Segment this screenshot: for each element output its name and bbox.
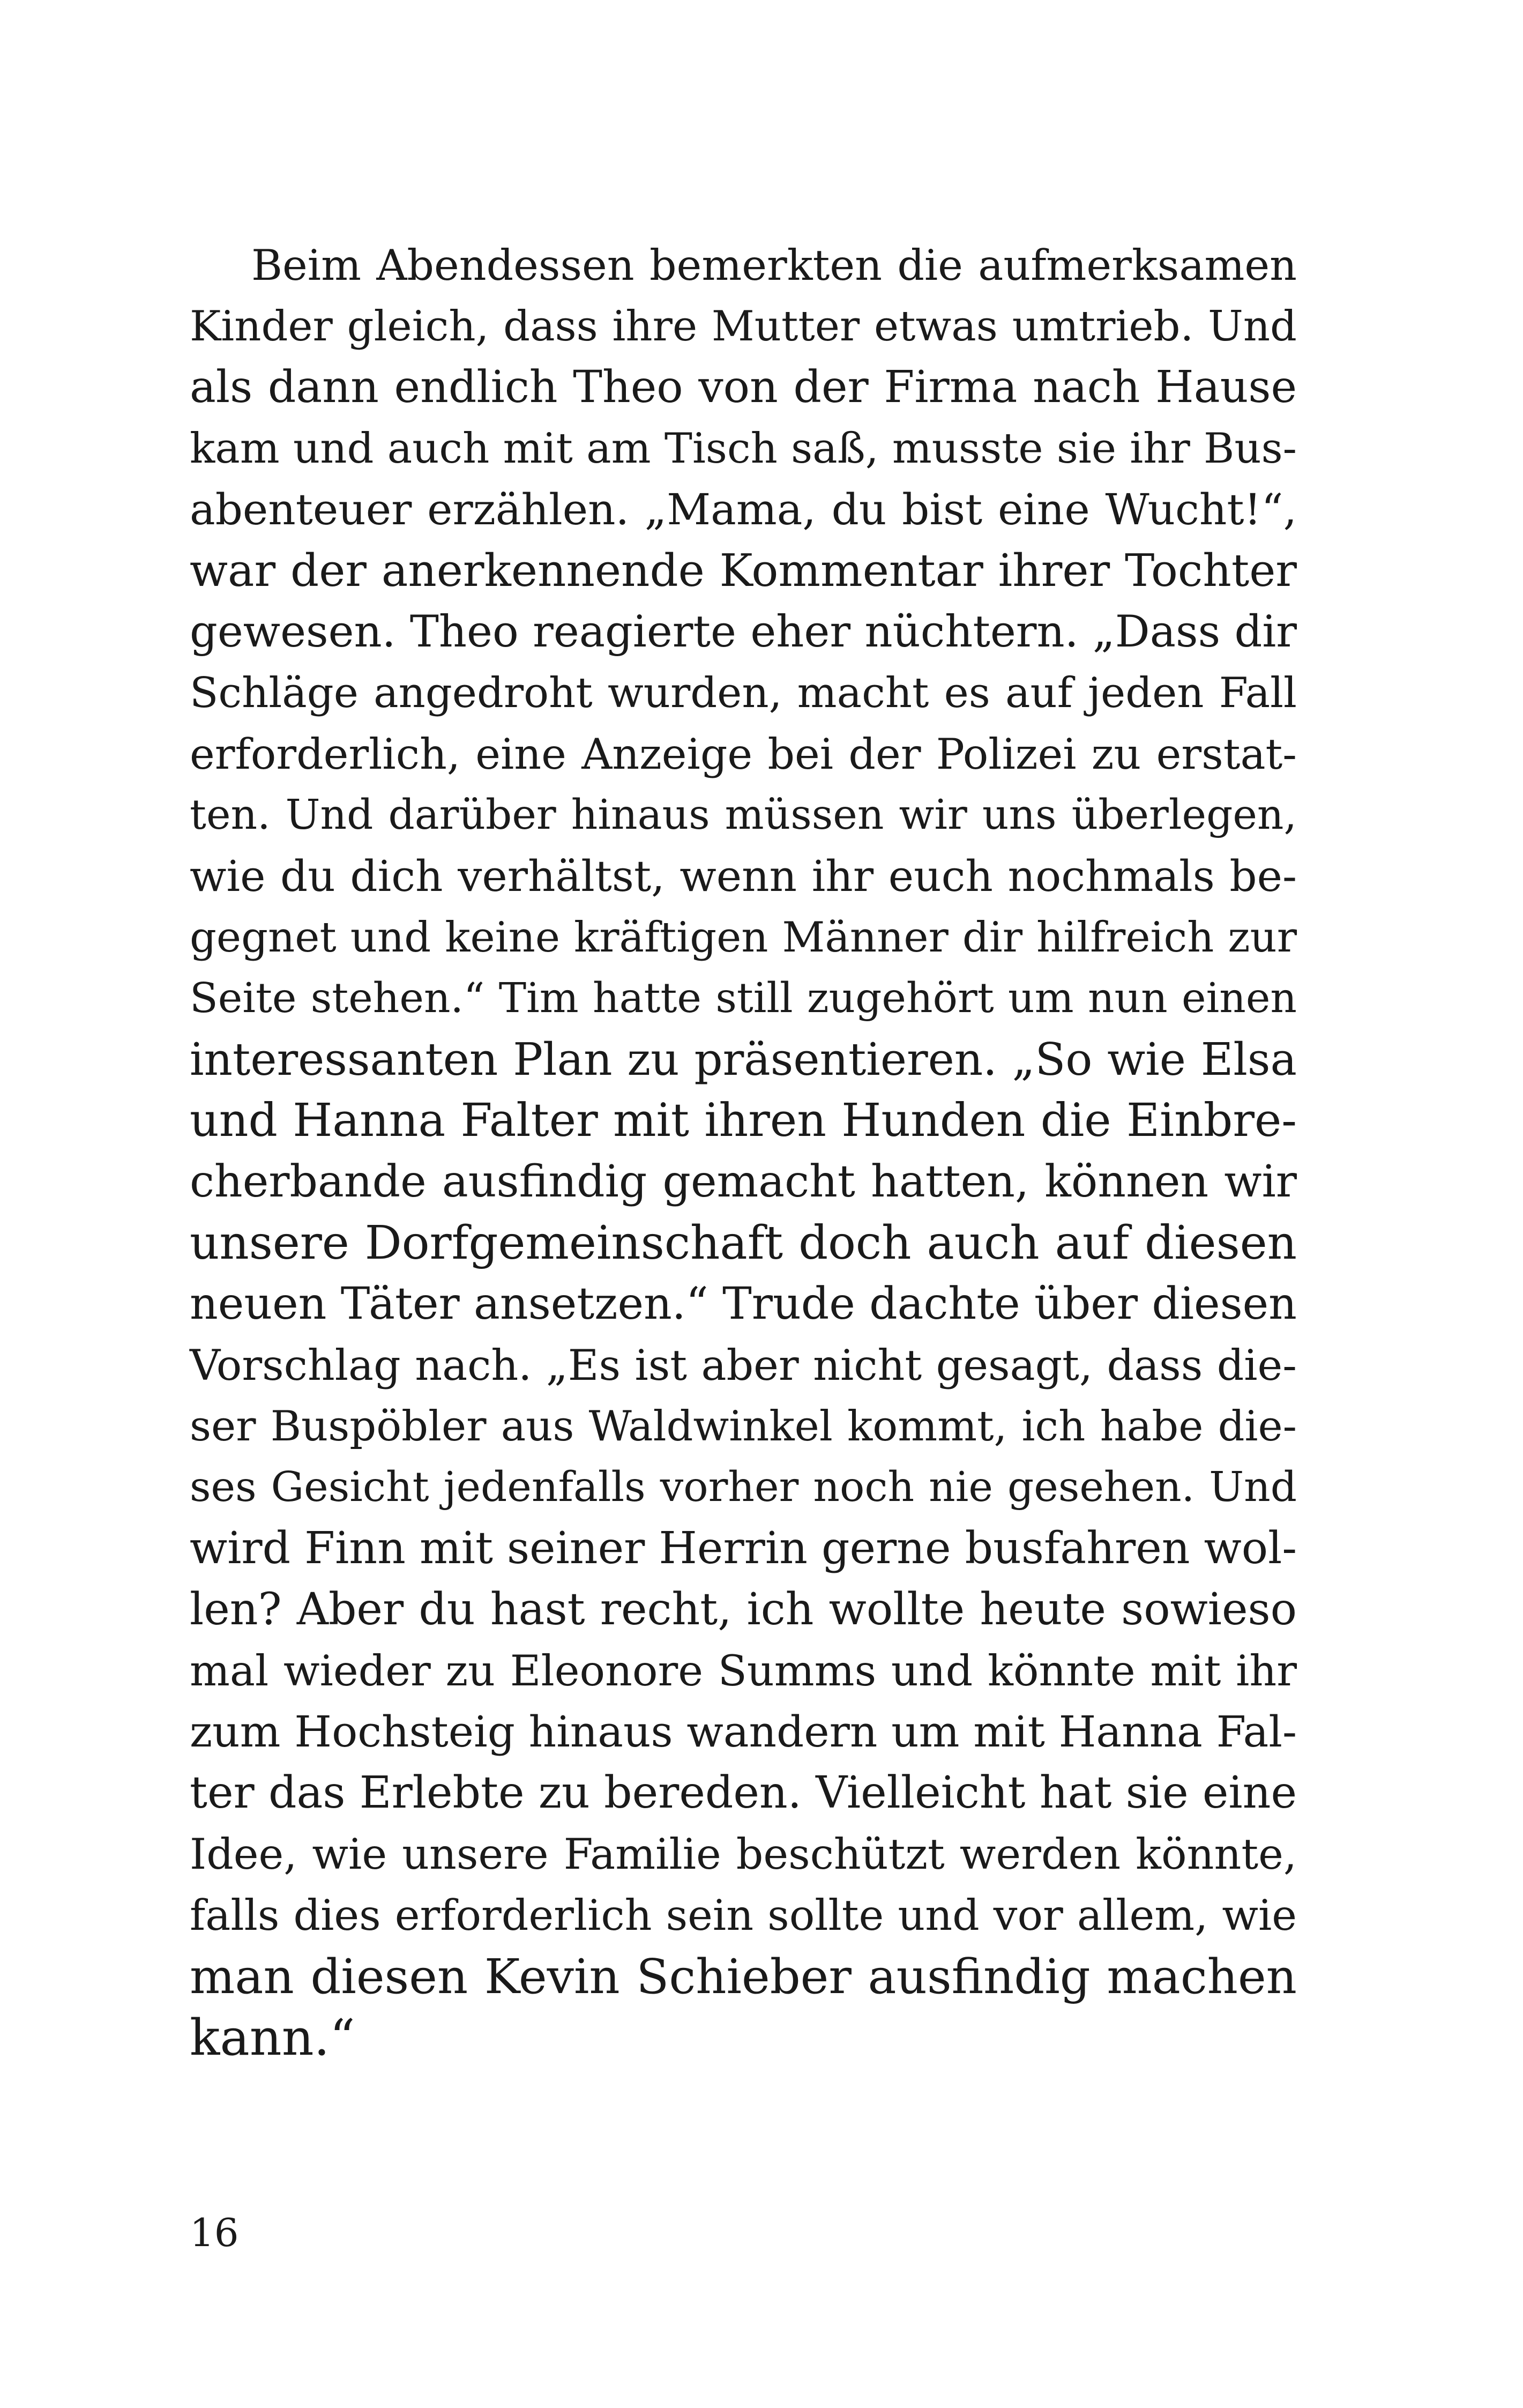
text-line: ses Gesicht jedenfalls vorher noch nie gesehen. Und [190, 1463, 1297, 1511]
page-number: 16 [190, 2210, 239, 2255]
text-line: Idee, wie unsere Familie beschützt werden könnte, [190, 1830, 1297, 1879]
text-line: wird Finn mit seiner Herrin gerne busfahren wol- [190, 1523, 1297, 1574]
body-text [190, 235, 1297, 2068]
text-line: wie du dich verhältst, wenn ihr euch nochmals be- [190, 851, 1297, 901]
text-line: kann.“ [190, 2009, 355, 2067]
text-line: len? Aber du hast recht, ich wollte heute sowieso [190, 1584, 1297, 1635]
text-line: cherbande ausfindig gemacht hatten, können wir [190, 1156, 1297, 1207]
text-line: erforderlich, eine Anzeige bei der Polizei zu erstat- [190, 730, 1297, 779]
text-line: als dann endlich Theo von der Firma nach Hause [190, 362, 1297, 413]
text-line: gewesen. Theo reagierte eher nüchtern. „Dass dir [190, 607, 1297, 657]
text-line: und Hanna Falter mit ihren Hunden die Einbre- [190, 1094, 1297, 1147]
text-line: gegnet und keine kräftigen Männer dir hilfreich zur [190, 913, 1297, 962]
text-line: ter das Erlebte zu bereden. Vielleicht hat sie eine [190, 1767, 1297, 1818]
text-line: abenteuer erzählen. „Mama, du bist eine Wucht!“, [190, 485, 1297, 534]
text-line: war der anerkennende Kommentar ihrer Tochter [190, 545, 1297, 597]
text-line: man diesen Kevin Schieber ausfindig machen [190, 1949, 1297, 2004]
text-line: ten. Und darüber hinaus müssen wir uns überlegen, [190, 791, 1297, 839]
text-line: kam und auch mit am Tisch saß, musste sie ihr Bus- [190, 425, 1297, 473]
text-line: zum Hochsteig hinaus wandern um mit Hanna Fal- [190, 1707, 1297, 1757]
text-line: unsere Dorfgemeinschaft doch auch auf diesen [190, 1216, 1297, 1270]
text-line: Schläge angedroht wurden, macht es auf jeden Fall [190, 669, 1297, 717]
text-line: Beim Abendessen bemerkten die aufmerksamen [251, 241, 1297, 290]
text-line: interessanten Plan zu präsentieren. „So wie Elsa [190, 1034, 1297, 1086]
text-line: Seite stehen.“ Tim hatte still zugehört um nun einen [190, 975, 1297, 1022]
text-line: ser Buspöbler aus Waldwinkel kommt, ich habe die- [190, 1402, 1297, 1451]
text-line: neuen Täter ansetzen.“ Trude dachte über diesen [190, 1279, 1297, 1329]
text-line: mal wieder zu Eleonore Summs und könnte mit ihr [190, 1646, 1297, 1696]
text-line: Kinder gleich, dass ihre Mutter etwas umtrieb. Und [190, 302, 1297, 351]
text-line: falls dies erforderlich sein sollte und vor allem, wie [190, 1891, 1297, 1940]
text-line: Vorschlag nach. „Es ist aber nicht gesagt, dass die- [190, 1341, 1297, 1390]
